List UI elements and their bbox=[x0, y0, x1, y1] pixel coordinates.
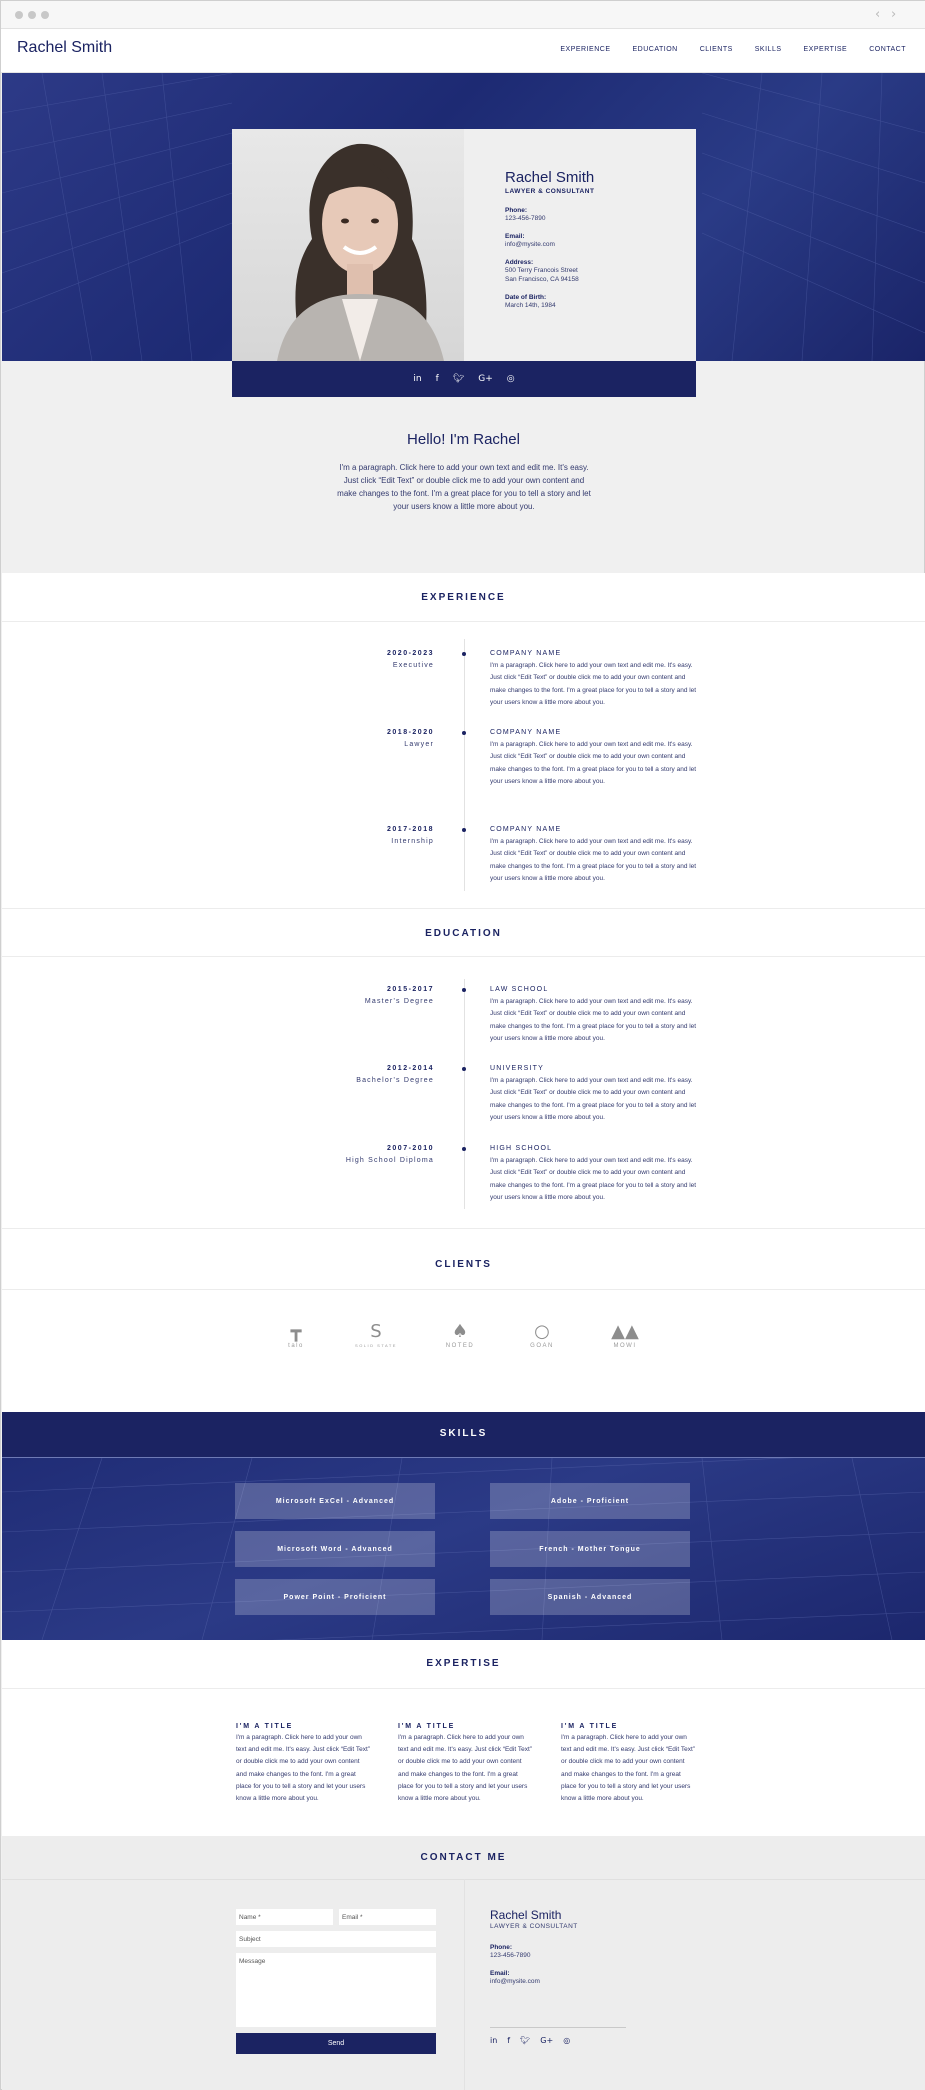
talo-mark-icon: ┳ bbox=[290, 1321, 302, 1342]
timeline-dot bbox=[462, 828, 466, 832]
client-logo-talo[interactable] bbox=[266, 1321, 326, 1361]
browser-chrome bbox=[1, 1, 925, 29]
education-divider bbox=[2, 956, 925, 957]
experience-divider bbox=[2, 621, 925, 622]
client-logo-solid-state[interactable] bbox=[346, 1321, 406, 1361]
contact-phone-label: Phone: bbox=[490, 1944, 513, 1951]
twitter-icon[interactable]: 🐦︎ bbox=[520, 2036, 531, 2045]
expertise-item bbox=[398, 1723, 533, 1805]
profile-info bbox=[505, 169, 685, 310]
address-label: Address: bbox=[505, 259, 534, 266]
profile-photo bbox=[232, 129, 464, 361]
skill-badge[interactable]: Spanish - Advanced bbox=[490, 1579, 690, 1615]
experience-timeline-line bbox=[464, 639, 465, 891]
contact-column-divider bbox=[464, 1879, 465, 2090]
education-school: HIGH SCHOOL bbox=[490, 1145, 553, 1152]
profile-name: Rachel Smith bbox=[505, 169, 595, 186]
client-name: SOLID STATE bbox=[355, 1343, 397, 1348]
education-description: I'm a paragraph. Click here to add your own text and edit me. It's easy. Just click “Edit Text” or double click me to add your own content and make changes to the font. I'm a great place for you to tell a story and let your users know a little more about you. bbox=[490, 1157, 697, 1201]
experience-company: COMPANY NAME bbox=[490, 650, 562, 657]
google-plus-icon[interactable]: G+ bbox=[540, 2036, 554, 2045]
skill-badge[interactable]: Adobe - Proficient bbox=[490, 1483, 690, 1519]
dob-value: March 14th, 1984 bbox=[505, 302, 556, 309]
dob-label: Date of Birth: bbox=[505, 294, 547, 301]
site-header bbox=[1, 29, 925, 73]
clients-top-divider bbox=[2, 1228, 925, 1229]
instagram-icon[interactable]: ◎ bbox=[563, 2036, 571, 2045]
email-input[interactable]: Email * bbox=[339, 1909, 436, 1925]
twitter-icon[interactable]: 🐦︎ bbox=[452, 374, 465, 384]
experience-role: Lawyer bbox=[404, 741, 434, 748]
skill-badge[interactable]: Microsoft ExCel - Advanced bbox=[235, 1483, 435, 1519]
education-date: 2012-2014 bbox=[387, 1065, 434, 1072]
expertise-item-title: I'M A TITLE bbox=[398, 1723, 456, 1730]
facebook-icon[interactable]: f bbox=[435, 374, 439, 384]
nav-clients[interactable]: CLIENTS bbox=[699, 46, 733, 53]
education-degree: Bachelor's Degree bbox=[356, 1077, 434, 1084]
nav-expertise[interactable]: EXPERTISE bbox=[803, 46, 848, 53]
nav-skills[interactable]: SKILLS bbox=[754, 46, 782, 53]
education-degree: Master's Degree bbox=[364, 998, 434, 1005]
linkedin-icon[interactable]: in bbox=[490, 2036, 498, 2045]
solid-state-mark-icon: S bbox=[370, 1321, 382, 1342]
expertise-item-title: I'M A TITLE bbox=[561, 1723, 619, 1730]
contact-phone-value: 123-456-7890 bbox=[490, 1952, 531, 1959]
name-input[interactable]: Name * bbox=[236, 1909, 333, 1925]
clients-divider bbox=[2, 1289, 925, 1290]
contact-email-value[interactable]: info@mysite.com bbox=[490, 1978, 540, 1985]
education-title: EDUCATION bbox=[425, 928, 502, 939]
education-description: I'm a paragraph. Click here to add your own text and edit me. It's easy. Just click “Edit Text” or double click me to add your own content and make changes to the font. I'm a great place for you to tell a story and let your users know a little more about you. bbox=[490, 1077, 697, 1121]
education-school: LAW SCHOOL bbox=[490, 986, 549, 993]
back-arrow-icon[interactable]: ‹ bbox=[875, 7, 881, 22]
window-dot-close[interactable] bbox=[15, 11, 23, 19]
email-value[interactable]: info@mysite.com bbox=[505, 241, 555, 248]
client-name: NOTED bbox=[445, 1343, 475, 1349]
main-nav bbox=[560, 46, 906, 53]
timeline-dot bbox=[462, 1147, 466, 1151]
instagram-icon[interactable]: ◎ bbox=[506, 374, 515, 384]
skill-badge[interactable]: Power Point - Proficient bbox=[235, 1579, 435, 1615]
expertise-item bbox=[236, 1723, 371, 1805]
clients-title: CLIENTS bbox=[435, 1259, 492, 1270]
nav-contact[interactable]: CONTACT bbox=[869, 46, 906, 53]
message-textarea[interactable]: Message bbox=[236, 1953, 436, 2027]
timeline-dot bbox=[462, 988, 466, 992]
noted-leaf-icon: ♠ bbox=[451, 1321, 469, 1342]
experience-role: Executive bbox=[392, 662, 434, 669]
email-label: Email: bbox=[505, 233, 525, 240]
experience-date: 2017-2018 bbox=[387, 826, 434, 833]
contact-social-bar bbox=[490, 2036, 570, 2045]
client-logo-goan[interactable] bbox=[512, 1321, 572, 1361]
nav-experience[interactable]: EXPERIENCE bbox=[560, 46, 611, 53]
expertise-item-text: I'm a paragraph. Click here to add your own text and edit me. It's easy. Just click “Edit Text” or double click me to add your own content and make changes to the font. I'm a great place for you to tell a story and let your users know a little more about you. bbox=[236, 1734, 370, 1803]
education-date: 2007-2010 bbox=[387, 1145, 434, 1152]
education-description: I'm a paragraph. Click here to add your own text and edit me. It's easy. Just click “Edit Text” or double click me to add your own content and make changes to the font. I'm a great place for you to tell a story and let your users know a little more about you. bbox=[490, 998, 697, 1042]
skill-badge[interactable]: French - Mother Tongue bbox=[490, 1531, 690, 1567]
skill-badge[interactable]: Microsoft Word - Advanced bbox=[235, 1531, 435, 1567]
client-name: talo bbox=[288, 1343, 304, 1349]
goan-circle-icon: ○ bbox=[534, 1321, 550, 1342]
hero-social-bar bbox=[232, 361, 696, 397]
contact-role: LAWYER & CONSULTANT bbox=[490, 1923, 578, 1930]
experience-description: I'm a paragraph. Click here to add your own text and edit me. It's easy. Just click “Edit Text” or double click me to add your own content and make changes to the font. I'm a great place for you to tell a story and let your users know a little more about you. bbox=[490, 662, 697, 706]
timeline-dot bbox=[462, 731, 466, 735]
expertise-item-text: I'm a paragraph. Click here to add your own text and edit me. It's easy. Just click “Edit Text” or double click me to add your own content and make changes to the font. I'm a great place for you to tell a story and let your users know a little more about you. bbox=[398, 1734, 532, 1803]
timeline-dot bbox=[462, 652, 466, 656]
skills-section bbox=[2, 1412, 925, 1640]
expertise-item-text: I'm a paragraph. Click here to add your own text and edit me. It's easy. Just click “Edit Text” or double click me to add your own content and make changes to the font. I'm a great place for you to tell a story and let your users know a little more about you. bbox=[561, 1734, 695, 1803]
window-dot-minimize[interactable] bbox=[28, 11, 36, 19]
client-name: GOAN bbox=[530, 1343, 554, 1349]
experience-role: Internship bbox=[391, 838, 434, 845]
education-timeline-line bbox=[464, 979, 465, 1209]
subject-input[interactable]: Subject bbox=[236, 1931, 436, 1947]
client-logo-noted[interactable] bbox=[430, 1321, 490, 1361]
hello-title: Hello! I'm Rachel bbox=[407, 431, 520, 448]
profile-role: LAWYER & CONSULTANT bbox=[505, 188, 595, 195]
education-date: 2015-2017 bbox=[387, 986, 434, 993]
experience-date: 2018-2020 bbox=[387, 729, 434, 736]
experience-title: EXPERIENCE bbox=[421, 592, 506, 603]
window-dot-maximize[interactable] bbox=[41, 11, 49, 19]
forward-arrow-icon[interactable]: › bbox=[891, 7, 897, 22]
skills-title: SKILLS bbox=[439, 1428, 488, 1439]
expertise-item bbox=[561, 1723, 696, 1805]
expertise-item-title: I'M A TITLE bbox=[236, 1723, 294, 1730]
experience-company: COMPANY NAME bbox=[490, 729, 562, 736]
client-logo-mowi[interactable] bbox=[595, 1321, 655, 1361]
education-degree: High School Diploma bbox=[345, 1157, 434, 1164]
experience-description: I'm a paragraph. Click here to add your own text and edit me. It's easy. Just click “Edit Text” or double click me to add your own content and make changes to the font. I'm a great place for you to tell a story and let your users know a little more about you. bbox=[490, 741, 697, 785]
contact-info bbox=[490, 1908, 690, 1986]
contact-info-divider bbox=[490, 2027, 626, 2028]
hello-paragraph: I'm a paragraph. Click here to add your own text and edit me. It's easy. Just click “Edit Text” or double click me to add your own content and make changes to the font. I'm a great place for you to tell a story and let your users know a little more about you. bbox=[337, 463, 591, 511]
contact-email-label: Email: bbox=[490, 1970, 510, 1977]
site-logo[interactable]: Rachel Smith bbox=[17, 39, 113, 56]
contact-title: CONTACT ME bbox=[420, 1852, 507, 1863]
linkedin-icon[interactable]: in bbox=[413, 374, 422, 384]
phone-value: 123-456-7890 bbox=[505, 215, 546, 222]
clients-section bbox=[2, 1228, 925, 1412]
experience-company: COMPANY NAME bbox=[490, 826, 562, 833]
contact-name: Rachel Smith bbox=[490, 1908, 562, 1922]
timeline-dot bbox=[462, 1067, 466, 1071]
education-top-divider bbox=[2, 908, 925, 909]
google-plus-icon[interactable]: G+ bbox=[478, 374, 493, 384]
experience-description: I'm a paragraph. Click here to add your own text and edit me. It's easy. Just click “Edit Text” or double click me to add your own content and make changes to the font. I'm a great place for you to tell a story and let your users know a little more about you. bbox=[490, 838, 697, 882]
expertise-title: EXPERTISE bbox=[426, 1658, 501, 1669]
mowi-mountain-icon: ▲▲ bbox=[611, 1321, 639, 1342]
address-line-1: 500 Terry Francois Street bbox=[505, 267, 578, 274]
phone-label: Phone: bbox=[505, 207, 528, 214]
send-button[interactable]: Send bbox=[236, 2033, 436, 2054]
portrait-illustration bbox=[232, 129, 464, 361]
education-school: UNIVERSITY bbox=[490, 1065, 545, 1072]
experience-date: 2020-2023 bbox=[387, 650, 434, 657]
expertise-divider bbox=[2, 1688, 925, 1689]
client-name: MOWI bbox=[613, 1343, 637, 1349]
address-line-2: San Francisco, CA 94158 bbox=[505, 276, 579, 283]
facebook-icon[interactable]: f bbox=[507, 2036, 511, 2045]
nav-education[interactable]: EDUCATION bbox=[632, 46, 678, 53]
